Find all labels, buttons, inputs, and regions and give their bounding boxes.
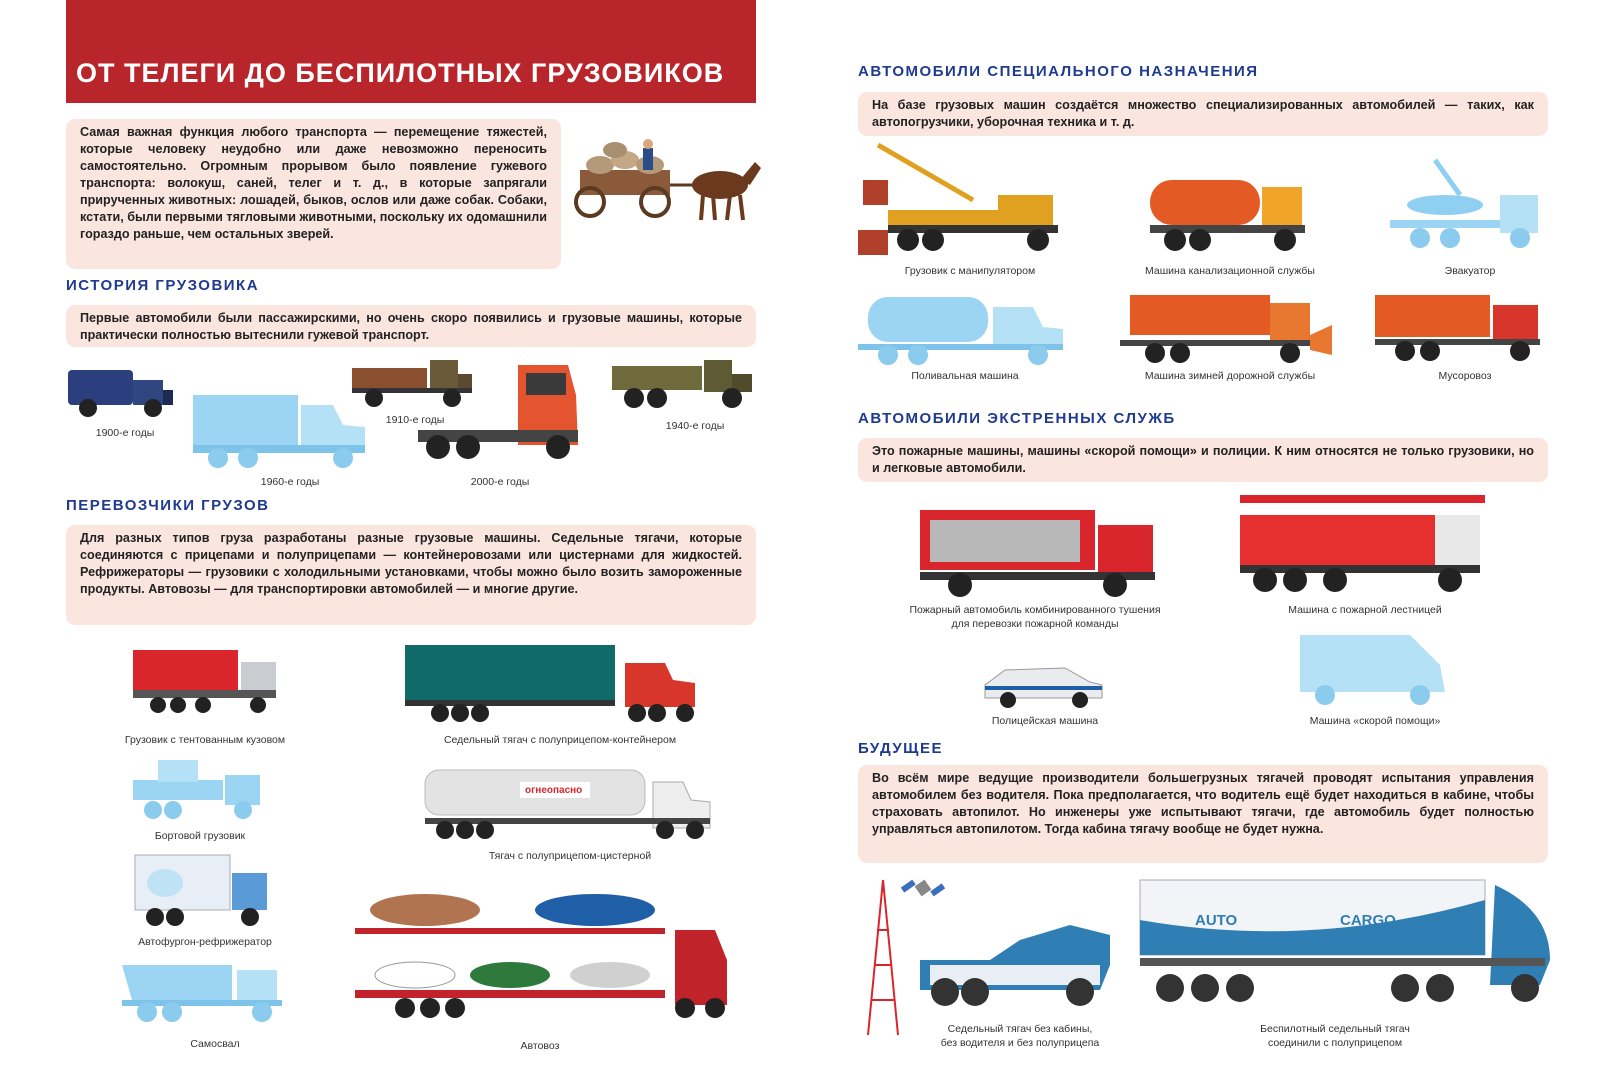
autonomous-semi-illustration [1140,880,1555,1015]
caption-2000: 2000-е годы [470,476,530,488]
car-carrier-illustration [355,880,745,1030]
caption-1940: 1940-е годы [665,420,725,432]
cabless-tractor-illustration [910,920,1120,1015]
caption-future-2a: Беспилотный седельный тягач [1260,1023,1410,1035]
caption-police: Полицейская машина [991,715,1099,727]
caption-dump: Самосвал [190,1038,240,1050]
snow-truck-illustration [1120,295,1335,365]
caption-car-carrier: Автовоз [520,1040,560,1052]
caption-fire-engine-2: для перевозки пожарной команды [951,618,1119,630]
caption-crane-truck: Грузовик с манипулятором [904,265,1036,277]
caption-ambulance: Машина «скорой помощи» [1309,715,1441,727]
dump-truck-illustration [122,960,292,1030]
caption-snow: Машина зимней дорожной службы [1144,370,1316,382]
sewage-truck-illustration [1150,175,1315,260]
caption-watering: Поливальная машина [911,370,1019,382]
reefer-van-illustration [135,855,275,930]
caption-flatbed: Бортовой грузовик [154,830,246,842]
history-heading: ИСТОРИЯ ГРУЗОВИКА [66,277,260,294]
emergency-text: Это пожарные машины, машины «скорой помощи» и полиции. К ним относятся не только грузовики, но и легковые автомобили. [858,438,1548,482]
tent-truck-illustration [133,650,283,720]
emergency-heading: АВТОМОБИЛИ ЭКСТРЕННЫХ СЛУЖБ [858,410,1176,427]
flatbed-truck-illustration [133,760,273,825]
trailer-cargo-label: CARGO [1340,912,1396,929]
crane-truck-illustration [858,145,1068,260]
intro-text: Самая важная функция любого транспорта — перемещение тяжестей, которые человеку неудобно или даже невозможно переносить самостоятельно. Огромным прорывом было появление гужевого транспорта: волокуш, саней, телег и т. д., в которые запрягали прирученных животных: лошадей, быков, ослов или даже собак. Собаки, кстати, были первыми тягловыми животными, поскольку их одомашнили гораздо раньше, чем остальных зверей. [66,119,561,269]
ladder-truck-illustration [1240,495,1490,595]
truck-2000-illustration [418,365,598,465]
tanker-semi-illustration [425,770,725,845]
special-heading: АВТОМОБИЛИ СПЕЦИАЛЬНОГО НАЗНАЧЕНИЯ [858,63,1259,80]
horse-cart-illustration [575,140,765,230]
caption-garbage: Мусоровоз [1438,370,1492,382]
caption-future-2b: соединили с полуприцепом [1267,1037,1403,1049]
caption-1910: 1910-е годы [385,414,445,426]
caption-1900: 1900-е годы [95,427,155,439]
caption-future-1b: без водителя и без полуприцепа [940,1037,1100,1049]
caption-tanker: Тягач с полуприцепом-цистерной [488,850,652,862]
caption-container-semi: Седельный тягач с полуприцепом-контейнером [443,734,677,746]
caption-reefer: Автофургон-рефрижератор [138,936,272,948]
special-text: На базе грузовых машин создаётся множество специализированных автомобилей — таких, как автопогрузчики, уборочная техника и т. д. [858,92,1548,136]
caption-ladder: Машина с пожарной лестницей [1288,604,1442,616]
ambulance-illustration [1300,630,1450,710]
truck-1940-illustration [612,360,757,410]
garbage-truck-illustration [1375,295,1550,365]
caption-future-1a: Седельный тягач без кабины, [947,1023,1093,1035]
container-semi-illustration [405,645,725,725]
caption-tow-truck: Эвакуатор [1444,265,1496,277]
future-text: Во всём мире ведущие производители большегрузных тягачей проводят испытания управления автомобилем без водителя. Пока предполагается, что водитель ещё будет находиться в кабине, чтобы страховать автопилот. Но инженеры уже испытывают тягачи, где автомобиль будет полностью управляться автопилотом. Тогда кабина тягачу вообще не будет нужна. [858,765,1548,863]
caption-sewage: Машина канализационной службы [1145,265,1315,277]
fire-engine-illustration [920,510,1165,600]
caption-tent-truck: Грузовик с тентованным кузовом [124,734,286,746]
tow-truck-illustration [1390,160,1550,255]
truck-1960-illustration [193,395,373,470]
caption-fire-engine-1: Пожарный автомобиль комбинированного тушения [909,604,1161,616]
watering-truck-illustration [858,292,1073,367]
carriers-heading: ПЕРЕВОЗЧИКИ ГРУЗОВ [66,497,270,514]
satellite-illustration [905,870,945,910]
tanker-warning-label: огнеопасно [525,785,583,796]
history-text: Первые автомобили были пассажирскими, но очень скоро появились и грузовые машины, которые практически полностью вытеснили гужевой транспорт. [66,305,756,347]
page-title: ОТ ТЕЛЕГИ ДО БЕСПИЛОТНЫХ ГРУЗОВИКОВ [76,58,725,88]
police-car-illustration [980,660,1110,705]
future-heading: БУДУЩЕЕ [858,740,943,757]
caption-1960: 1960-е годы [260,476,320,488]
truck-1900-illustration [68,365,178,420]
carriers-text: Для разных типов груза разработаны разные грузовые машины. Седельные тягачи, которые соединяются с прицепами и полуприцепами — контейнеровозами или цистернами для жидкостей. Рефрижераторы — грузовики с холодильными установками, чтобы можно было возить замороженные продукты. Автовозы — для транспортировки автомобилей — и многие другие. [66,525,756,625]
trailer-auto-label: AUTO [1195,912,1238,929]
